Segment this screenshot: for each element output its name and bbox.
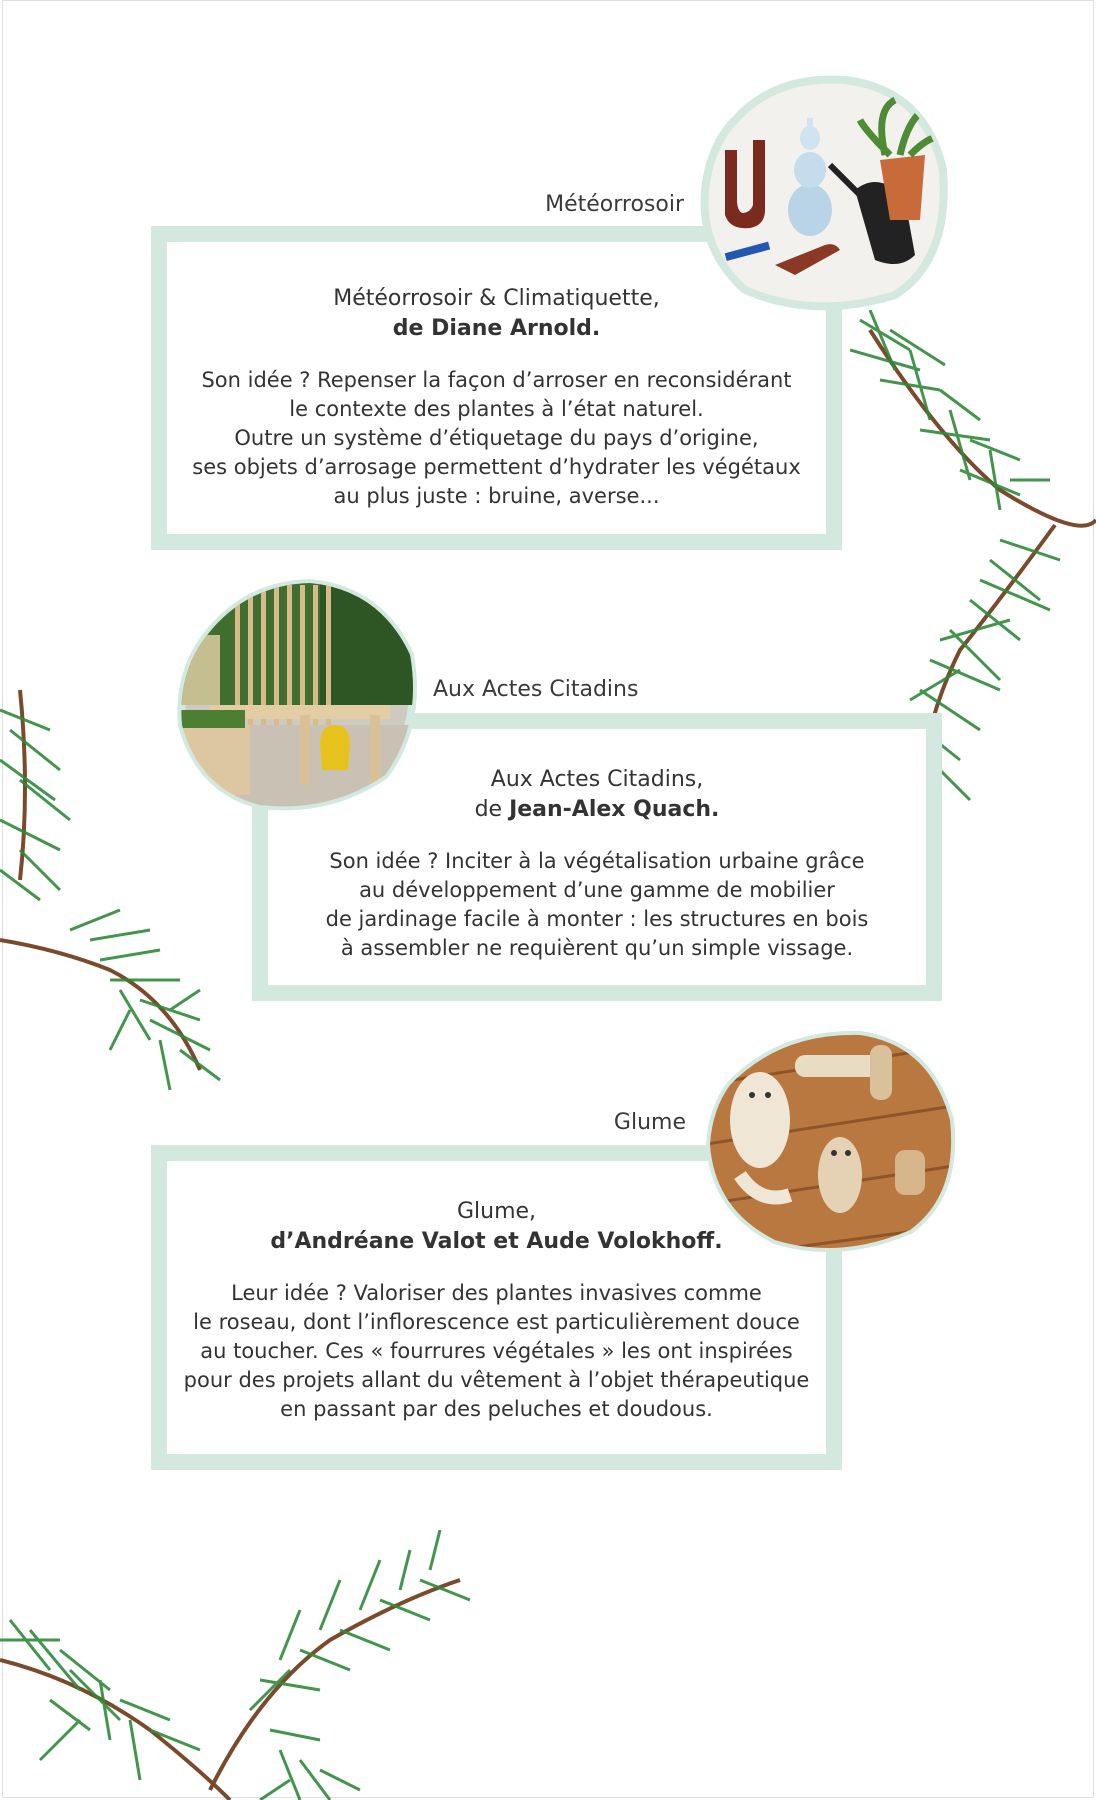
- section-2-title: Aux Actes Citadins,: [490, 767, 704, 792]
- section-1-body-line: ses objets d’arrosage permettent d’hydrater les végétaux: [192, 455, 801, 479]
- section-1-body-line: le contexte des plantes à l’état naturel.: [289, 397, 704, 421]
- section-2-author-name: Jean-Alex Quach.: [509, 797, 720, 822]
- aux-actes-citadins-photo: [170, 575, 425, 815]
- section-1-body-line: Son idée ? Repenser la façon d’arroser en reconsidérant: [201, 368, 792, 392]
- section-3-body: [167, 1279, 826, 1424]
- meteorrosoir-photo: [695, 70, 955, 320]
- section-3-body-line: en passant par des peluches et doudous.: [280, 1397, 713, 1421]
- pine-branch-bottom: [0, 1530, 480, 1800]
- section-2-body-line: Son idée ? Inciter à la végétalisation urbaine grâce: [329, 849, 865, 873]
- section-2-caption: Aux Actes Citadins: [433, 677, 639, 702]
- section-3-body-line: au toucher. Ces « fourrures végétales » les ont inspirées: [200, 1339, 793, 1363]
- section-2-author-prefix: de: [474, 797, 510, 822]
- section-3-body-line: Leur idée ? Valoriser des plantes invasives comme: [231, 1281, 762, 1305]
- section-1-author: de Diane Arnold.: [392, 316, 601, 341]
- section-2-body-line: au développement d’une gamme de mobilier: [359, 878, 835, 902]
- glume-photo: [700, 1025, 960, 1260]
- section-1-body: [167, 366, 826, 511]
- section-1-title: Météorrosoir & Climatiquette,: [333, 286, 660, 311]
- section-3-title: Glume,: [456, 1199, 537, 1224]
- section-3-caption: Glume: [613, 1110, 686, 1135]
- section-1-body-line: au plus juste : bruine, averse...: [333, 484, 660, 508]
- section-3-author: d’Andréane Valot et Aude Volokhoff.: [270, 1229, 723, 1254]
- section-3-body-line: le roseau, dont l’inflorescence est particulièrement douce: [193, 1310, 800, 1334]
- section-1-body-line: Outre un système d’étiquetage du pays d’origine,: [234, 426, 759, 450]
- section-3-body-line: pour des projets allant du vêtement à l’objet thérapeutique: [183, 1368, 810, 1392]
- section-1-caption: Météorrosoir: [545, 192, 684, 217]
- section-2-body-line: à assembler ne requièrent qu’un simple vissage.: [340, 936, 854, 960]
- section-2-body-line: de jardinage facile à monter : les structures en bois: [325, 907, 869, 931]
- section-2-body: [268, 847, 926, 963]
